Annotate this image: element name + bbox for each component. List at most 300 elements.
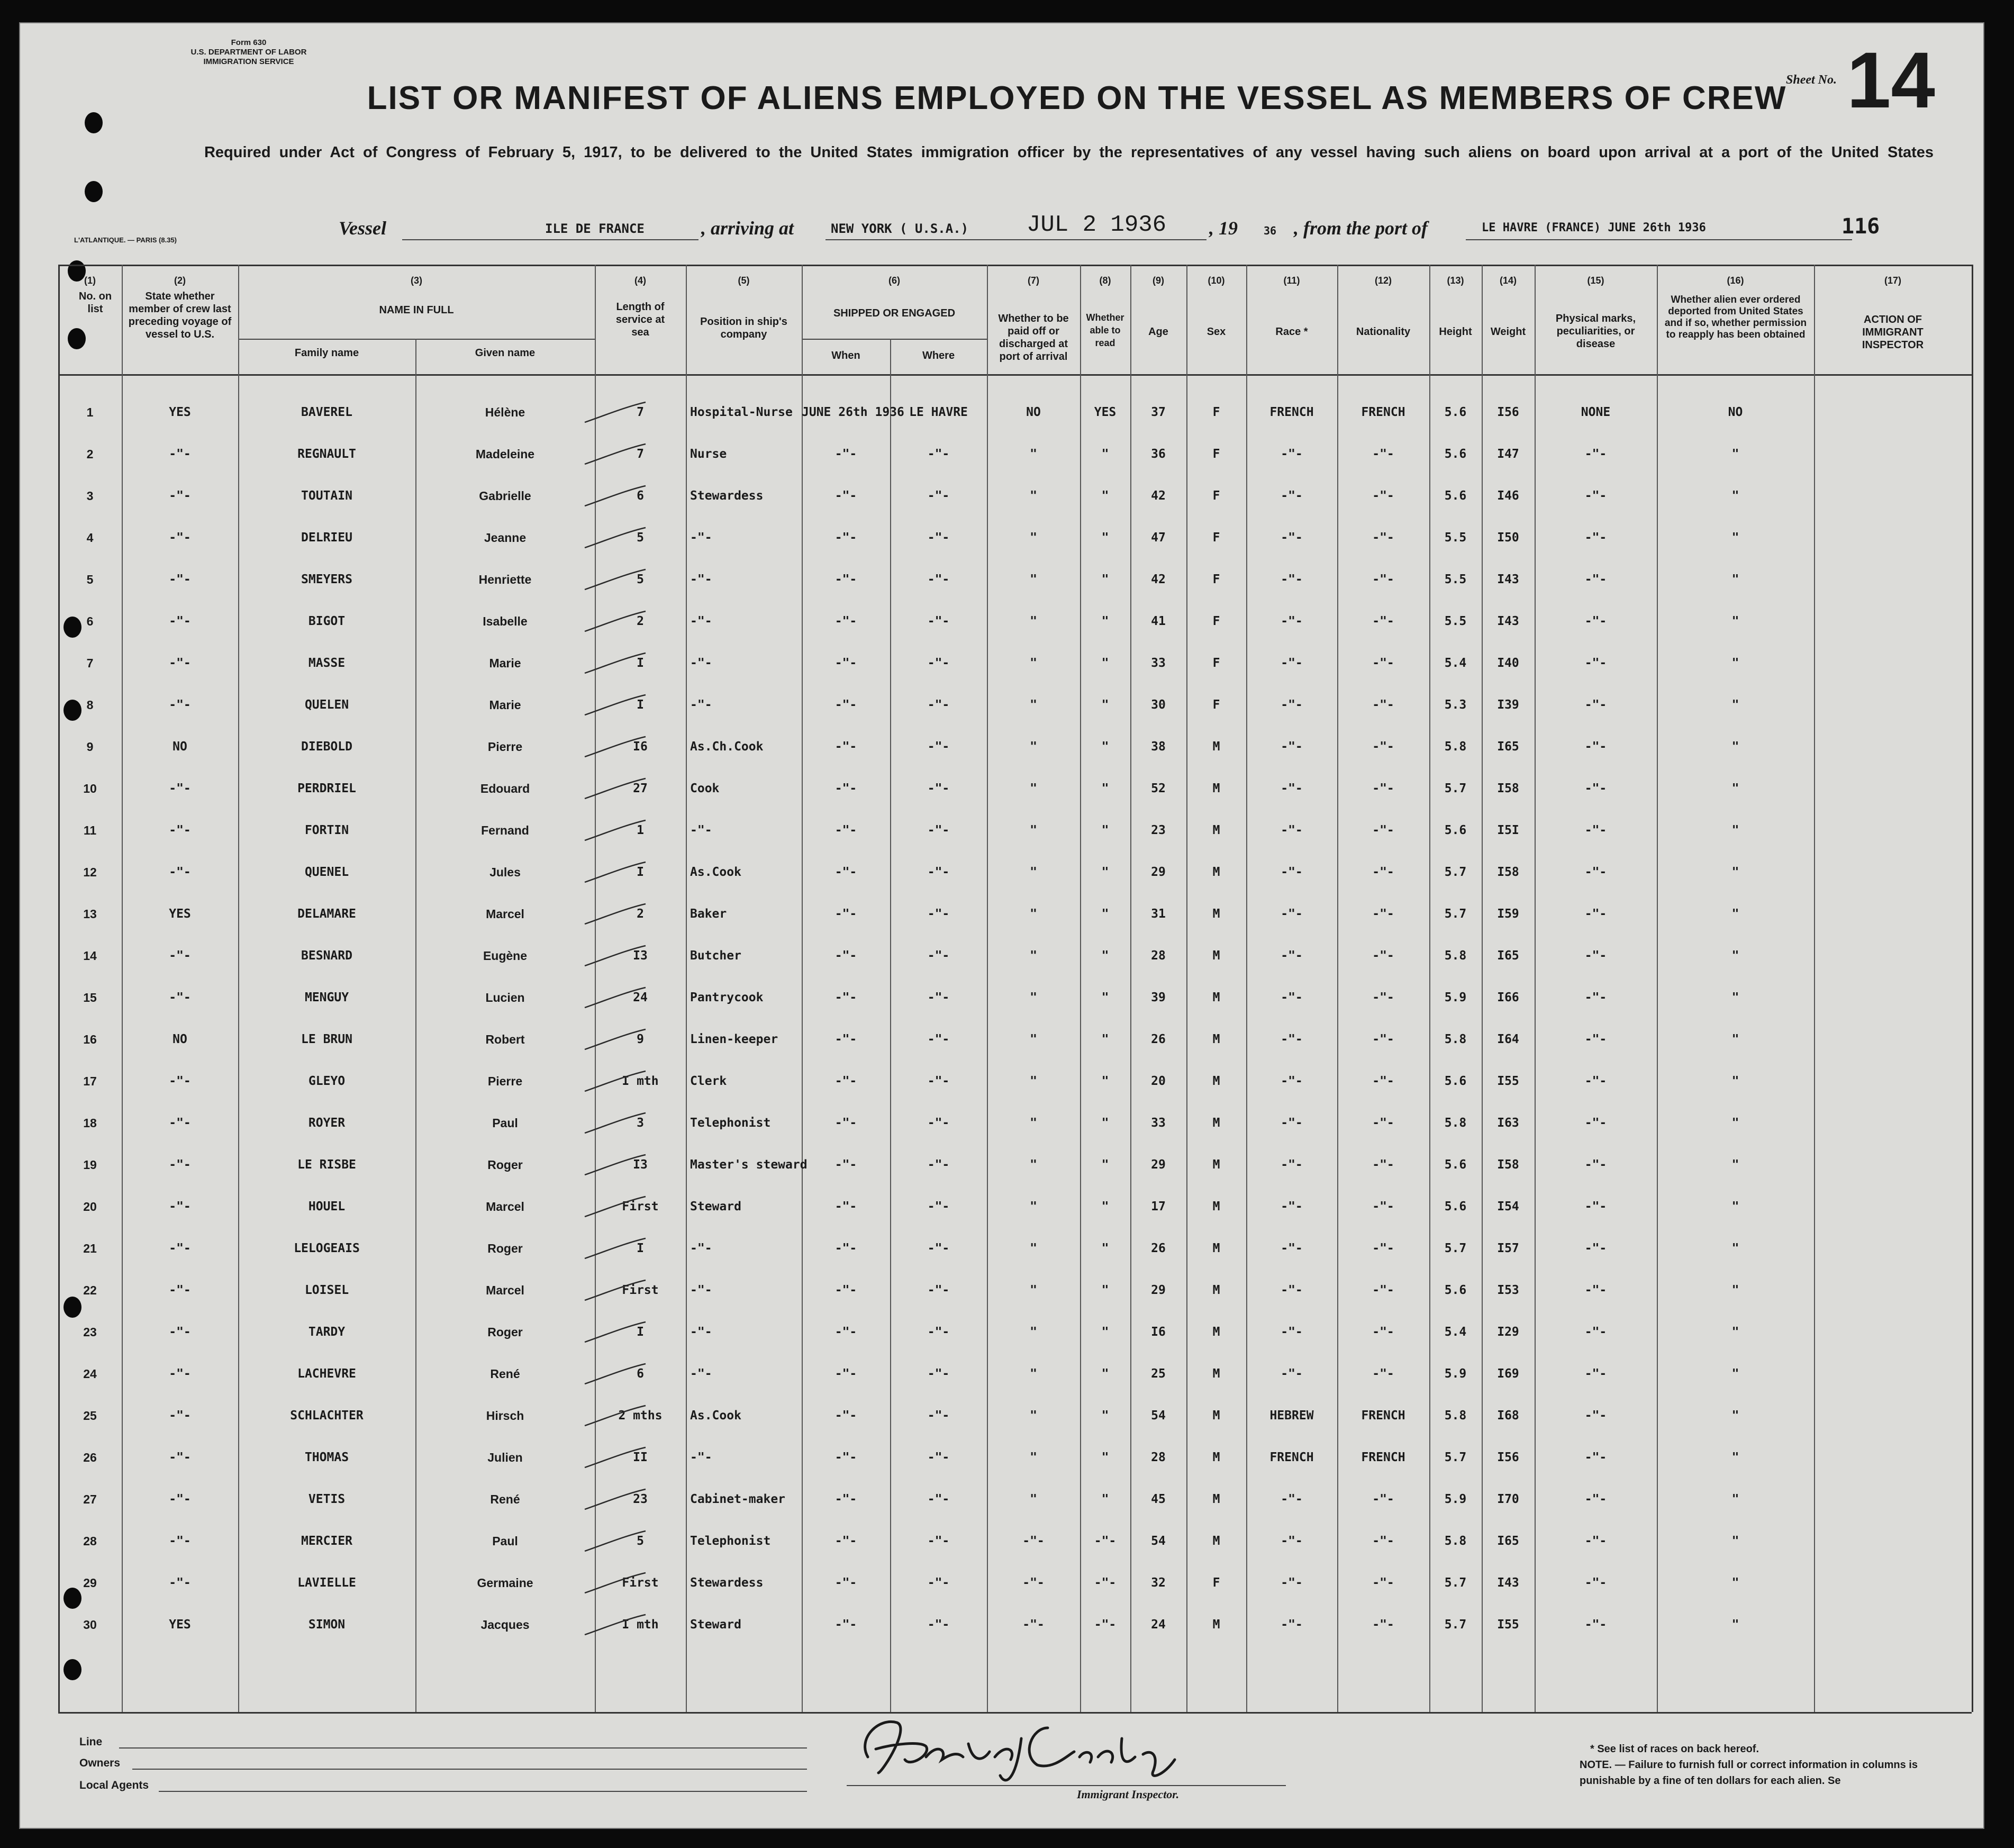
- cell-prev: YES: [169, 907, 191, 921]
- cell-prev: -"-: [169, 698, 191, 712]
- cell-height: 5.5: [1444, 531, 1467, 545]
- cell-marks: -"-: [1584, 531, 1607, 545]
- cell-marks: -"-: [1584, 949, 1607, 963]
- cell-sex: F: [1212, 573, 1220, 586]
- cell-height: 5.5: [1444, 573, 1467, 586]
- cell-position: Telephonist: [690, 1534, 771, 1548]
- cell-when: -"-: [834, 573, 857, 586]
- cell-marks: -"-: [1584, 1242, 1607, 1255]
- col14-header: Weight: [1490, 326, 1526, 338]
- cell-height: 5.8: [1444, 1116, 1467, 1130]
- cell-race: -"-: [1281, 782, 1303, 795]
- punch-hole: [63, 1659, 81, 1680]
- cell-read: ": [1101, 1242, 1109, 1255]
- cell-marks: -"-: [1584, 1032, 1607, 1046]
- cell-family: FORTIN: [304, 823, 349, 837]
- cell-service: 3: [637, 1116, 644, 1130]
- cell-no: 13: [83, 907, 97, 921]
- cell-no: 9: [86, 740, 94, 754]
- cell-paid: ": [1030, 1242, 1037, 1255]
- cell-deported: ": [1731, 1325, 1739, 1339]
- cell-deported: ": [1731, 573, 1739, 586]
- cell-prev: -"-: [169, 489, 191, 503]
- cell-prev: -"-: [169, 1576, 191, 1590]
- cell-position: As.Cook: [690, 865, 741, 879]
- col9-num: (9): [1153, 275, 1164, 286]
- cell-height: 5.6: [1444, 489, 1467, 503]
- cell-no: 14: [83, 949, 97, 963]
- cell-weight: I55: [1497, 1074, 1519, 1088]
- cell-given: Gabrielle: [479, 489, 531, 503]
- cell-weight: I46: [1497, 489, 1519, 503]
- cell-family: LAVIELLE: [297, 1576, 356, 1590]
- cell-position: -"-: [690, 1283, 712, 1297]
- cell-deported: ": [1731, 531, 1739, 545]
- cell-race: -"-: [1281, 1618, 1303, 1632]
- cell-paid: ": [1030, 531, 1037, 545]
- cell-position: Cook: [690, 782, 720, 795]
- cell-marks: -"-: [1584, 740, 1607, 754]
- cell-position: Clerk: [690, 1074, 727, 1088]
- cell-given: Henriette: [478, 573, 532, 586]
- cell-given: Marie: [489, 698, 521, 712]
- tally-slash-mark: [579, 608, 648, 635]
- col5-header: Position in ship's company: [700, 316, 787, 340]
- cell-deported: NO: [1728, 405, 1743, 419]
- document-subtitle: Required under Act of Congress of February 5, 1917, to be delivered to the United States immigration officer by the representatives of any vessel having such aliens on board upon arrival at a port of the United States: [204, 144, 1934, 161]
- cell-service: First: [622, 1200, 659, 1213]
- cell-nationality: -"-: [1372, 782, 1394, 795]
- cell-given: Madeleine: [475, 447, 535, 461]
- cell-prev: -"-: [169, 1200, 191, 1213]
- cell-no: 29: [83, 1576, 97, 1590]
- cell-position: Pantrycook: [690, 991, 764, 1004]
- signature-caption: Immigrant Inspector.: [1077, 1788, 1180, 1801]
- cell-age: 45: [1151, 1492, 1166, 1506]
- cell-when: -"-: [834, 740, 857, 754]
- cell-weight: I40: [1497, 656, 1519, 670]
- cell-when: -"-: [834, 1032, 857, 1046]
- col6-header: SHIPPED OR ENGAGED: [833, 307, 956, 319]
- cell-paid: -"-: [1022, 1618, 1045, 1632]
- cell-nationality: -"-: [1372, 1074, 1394, 1088]
- cell-nationality: -"-: [1372, 740, 1394, 754]
- cell-age: 39: [1151, 991, 1166, 1004]
- cell-paid: ": [1030, 1492, 1037, 1506]
- cell-nationality: -"-: [1372, 1032, 1394, 1046]
- cell-nationality: FRENCH: [1361, 1451, 1405, 1464]
- cell-service: 6: [637, 489, 644, 503]
- cell-read: -"-: [1094, 1618, 1117, 1632]
- cell-no: 5: [86, 573, 94, 586]
- cell-where: -"-: [927, 1032, 950, 1046]
- cell-sex: F: [1212, 447, 1220, 461]
- cell-position: -"-: [690, 531, 712, 545]
- cell-nationality: -"-: [1372, 447, 1394, 461]
- cell-sex: F: [1212, 405, 1220, 419]
- cell-position: -"-: [690, 1367, 712, 1381]
- cell-sex: M: [1212, 1451, 1220, 1464]
- cell-nationality: FRENCH: [1361, 405, 1405, 419]
- cell-when: -"-: [834, 1242, 857, 1255]
- cell-marks: -"-: [1584, 991, 1607, 1004]
- cell-prev: -"-: [169, 1451, 191, 1464]
- cell-height: 5.6: [1444, 447, 1467, 461]
- cell-deported: ": [1731, 1032, 1739, 1046]
- cell-age: 42: [1151, 489, 1166, 503]
- cell-marks: -"-: [1584, 907, 1607, 921]
- cell-age: 37: [1151, 405, 1166, 419]
- cell-no: 22: [83, 1283, 97, 1297]
- cell-age: 25: [1151, 1367, 1166, 1381]
- cell-paid: NO: [1026, 405, 1041, 419]
- cell-height: 5.9: [1444, 1367, 1467, 1381]
- cell-where: -"-: [927, 1116, 950, 1130]
- cell-given: Julien: [487, 1451, 523, 1464]
- cell-marks: -"-: [1584, 698, 1607, 712]
- tally-slash-mark: [579, 483, 648, 509]
- cell-read: ": [1101, 1409, 1109, 1423]
- cell-paid: ": [1030, 1200, 1037, 1213]
- cell-height: 5.7: [1444, 1576, 1467, 1590]
- cell-given: Hélène: [485, 405, 525, 419]
- cell-marks: -"-: [1584, 1618, 1607, 1632]
- cell-where: -"-: [927, 1242, 950, 1255]
- cell-sex: F: [1212, 656, 1220, 670]
- cell-position: -"-: [690, 1451, 712, 1464]
- cell-nationality: -"-: [1372, 1618, 1394, 1632]
- cell-weight: I43: [1497, 614, 1519, 628]
- cell-position: -"-: [690, 614, 712, 628]
- cell-nationality: -"-: [1372, 614, 1394, 628]
- col16-num: (16): [1727, 275, 1744, 286]
- cell-weight: I63: [1497, 1116, 1519, 1130]
- cell-position: -"-: [690, 656, 712, 670]
- cell-position: Hospital-Nurse: [690, 405, 793, 419]
- cell-weight: I39: [1497, 698, 1519, 712]
- cell-when: -"-: [834, 865, 857, 879]
- cell-family: LELOGEAIS: [294, 1242, 360, 1255]
- cell-when: JUNE 26th 1936: [802, 405, 904, 419]
- cell-marks: -"-: [1584, 1451, 1607, 1464]
- cell-position: -"-: [690, 1325, 712, 1339]
- cell-read: ": [1101, 1200, 1109, 1213]
- cell-when: -"-: [834, 823, 857, 837]
- cell-weight: I65: [1497, 1534, 1519, 1548]
- cell-paid: ": [1030, 740, 1037, 754]
- cell-deported: ": [1731, 614, 1739, 628]
- cell-sex: M: [1212, 907, 1220, 921]
- cell-position: Baker: [690, 907, 727, 921]
- punch-hole: [85, 112, 103, 133]
- cell-prev: YES: [169, 405, 191, 419]
- cell-when: -"-: [834, 447, 857, 461]
- cell-read: ": [1101, 447, 1109, 461]
- cell-deported: ": [1731, 656, 1739, 670]
- cell-height: 5.6: [1444, 823, 1467, 837]
- cell-sex: M: [1212, 1242, 1220, 1255]
- cell-sex: M: [1212, 865, 1220, 879]
- cell-family: TARDY: [308, 1325, 346, 1339]
- cell-when: -"-: [834, 1158, 857, 1172]
- cell-where: -"-: [927, 1618, 950, 1632]
- col7-header: Whether to be paid off or discharged at port of arrival: [998, 313, 1069, 363]
- cell-race: -"-: [1281, 447, 1303, 461]
- cell-marks: -"-: [1584, 614, 1607, 628]
- cell-deported: ": [1731, 865, 1739, 879]
- cell-height: 5.8: [1444, 1534, 1467, 1548]
- cell-position: Cabinet-maker: [690, 1492, 786, 1506]
- cell-marks: -"-: [1584, 1325, 1607, 1339]
- inspector-signature: [847, 1707, 1217, 1786]
- cell-nationality: -"-: [1372, 1367, 1394, 1381]
- cell-prev: -"-: [169, 656, 191, 670]
- cell-deported: ": [1731, 447, 1739, 461]
- cell-paid: ": [1030, 656, 1037, 670]
- cell-family: DIEBOLD: [301, 740, 352, 754]
- cell-race: -"-: [1281, 1325, 1303, 1339]
- cell-given: Jacques: [480, 1618, 530, 1632]
- cell-service: 5: [637, 573, 644, 586]
- cell-sex: M: [1212, 1158, 1220, 1172]
- cell-height: 5.7: [1444, 865, 1467, 879]
- cell-paid: ": [1030, 1074, 1037, 1088]
- cell-sex: M: [1212, 1534, 1220, 1548]
- col3-family-header: Family name: [294, 347, 359, 359]
- cell-no: 6: [86, 614, 94, 628]
- cell-given: Marcel: [486, 907, 524, 921]
- form-number: Form 630: [231, 38, 267, 47]
- cell-sex: M: [1212, 740, 1220, 754]
- cell-race: HEBREW: [1269, 1409, 1314, 1423]
- cell-race: -"-: [1281, 991, 1303, 1004]
- cell-nationality: -"-: [1372, 1325, 1394, 1339]
- cell-sex: M: [1212, 823, 1220, 837]
- cell-age: 52: [1151, 782, 1166, 795]
- cell-height: 5.7: [1444, 782, 1467, 795]
- cell-nationality: -"-: [1372, 531, 1394, 545]
- cell-service: 27: [633, 782, 648, 795]
- col2-header: State whether member of crew last preceding voyage of vessel to U.S.: [128, 291, 232, 340]
- cell-weight: I55: [1497, 1618, 1519, 1632]
- tally-slash-mark: [579, 901, 648, 927]
- cell-given: Pierre: [487, 740, 523, 754]
- col7-num: (7): [1028, 275, 1039, 286]
- cell-no: 2: [86, 447, 94, 461]
- cell-family: BIGOT: [308, 614, 346, 628]
- cell-weight: I58: [1497, 782, 1519, 795]
- cell-read: ": [1101, 614, 1109, 628]
- cell-where: -"-: [927, 782, 950, 795]
- cell-family: SIMON: [308, 1618, 346, 1632]
- cell-paid: ": [1030, 949, 1037, 963]
- cell-where: -"-: [927, 656, 950, 670]
- local-agents-label: Local Agents: [79, 1779, 149, 1791]
- cell-family: SCHLACHTER: [290, 1409, 364, 1423]
- cell-prev: -"-: [169, 1158, 191, 1172]
- tally-slash-mark: [579, 1235, 648, 1262]
- cell-no: 15: [83, 991, 97, 1004]
- cell-when: -"-: [834, 1409, 857, 1423]
- cell-weight: I53: [1497, 1283, 1519, 1297]
- cell-nationality: -"-: [1372, 1242, 1394, 1255]
- document-title: LIST OR MANIFEST OF ALIENS EMPLOYED ON THE VESSEL AS MEMBERS OF CREW: [367, 80, 1787, 116]
- col12-num: (12): [1374, 275, 1392, 286]
- cell-race: -"-: [1281, 1534, 1303, 1548]
- cell-read: ": [1101, 1367, 1109, 1381]
- cell-prev: -"-: [169, 1534, 191, 1548]
- cell-service: I3: [633, 949, 648, 963]
- cell-age: 47: [1151, 531, 1166, 545]
- cell-service: 2: [637, 614, 644, 628]
- cell-weight: I50: [1497, 531, 1519, 545]
- cell-no: 30: [83, 1618, 97, 1632]
- cell-service: I mth: [622, 1618, 659, 1632]
- col4-num: (4): [634, 275, 646, 286]
- cell-given: Edouard: [480, 782, 530, 795]
- cell-marks: -"-: [1584, 1534, 1607, 1548]
- cell-position: Butcher: [690, 949, 741, 963]
- cell-no: 19: [83, 1158, 97, 1172]
- cell-marks: -"-: [1584, 1074, 1607, 1088]
- cell-family: QUENEL: [304, 865, 349, 879]
- cell-weight: I56: [1497, 1451, 1519, 1464]
- cell-age: 41: [1151, 614, 1166, 628]
- cell-height: 5.4: [1444, 1325, 1467, 1339]
- cell-service: I: [637, 698, 644, 712]
- cell-paid: ": [1030, 1158, 1037, 1172]
- cell-marks: -"-: [1584, 1158, 1607, 1172]
- cell-paid: -"-: [1022, 1534, 1045, 1548]
- cell-where: -"-: [927, 1409, 950, 1423]
- cell-race: -"-: [1281, 823, 1303, 837]
- cell-where: -"-: [927, 1200, 950, 1213]
- col3-header: NAME IN FULL: [379, 304, 454, 316]
- cell-service: 2 mths: [618, 1409, 663, 1423]
- cell-read: ": [1101, 1074, 1109, 1088]
- cell-service: I: [637, 1242, 644, 1255]
- cell-where: -"-: [927, 1325, 950, 1339]
- tally-slash-mark: [579, 1193, 648, 1220]
- cell-given: Jules: [489, 865, 521, 879]
- cell-read: ": [1101, 531, 1109, 545]
- cell-prev: -"-: [169, 991, 191, 1004]
- cell-where: -"-: [927, 1451, 950, 1464]
- cell-family: LE RISBE: [297, 1158, 356, 1172]
- cell-no: 10: [83, 782, 97, 795]
- cell-when: -"-: [834, 1492, 857, 1506]
- col17-header: ACTION OF IMMIGRANT INSPECTOR: [1862, 314, 1924, 351]
- note-text: — Failure to furnish full or correct information in columns is punishable by a fine of ten dollars for each alien. Se: [1580, 1759, 1918, 1787]
- cell-nationality: -"-: [1372, 1158, 1394, 1172]
- cell-where: -"-: [927, 698, 950, 712]
- cell-nationality: -"-: [1372, 949, 1394, 963]
- tally-slash-mark: [579, 984, 648, 1011]
- col16-header: Whether alien ever ordered deported from United States and if so, whether permission to reapply has been obtained: [1664, 294, 1807, 340]
- cell-service: 7: [637, 405, 644, 419]
- cell-read: ": [1101, 1492, 1109, 1506]
- cell-paid: ": [1030, 573, 1037, 586]
- cell-given: Jeanne: [484, 531, 527, 545]
- cell-read: ": [1101, 656, 1109, 670]
- cell-position: As.Cook: [690, 1409, 741, 1423]
- cell-age: 26: [1151, 1242, 1166, 1255]
- cell-paid: ": [1030, 782, 1037, 795]
- cell-when: -"-: [834, 949, 857, 963]
- from-port-label: , from the port of: [1294, 218, 1428, 239]
- cell-prev: -"-: [169, 1409, 191, 1423]
- cell-when: -"-: [834, 1451, 857, 1464]
- cell-where: -"-: [927, 1367, 950, 1381]
- col3-num: (3): [411, 275, 422, 286]
- cell-read: -"-: [1094, 1576, 1117, 1590]
- cell-prev: -"-: [169, 865, 191, 879]
- cell-height: 5.7: [1444, 1618, 1467, 1632]
- cell-paid: -"-: [1022, 1576, 1045, 1590]
- cell-where: -"-: [927, 614, 950, 628]
- tally-slash-mark: [579, 1528, 648, 1554]
- vessel-label: Vessel: [339, 218, 386, 239]
- cell-sex: F: [1212, 698, 1220, 712]
- cell-no: 16: [83, 1032, 97, 1046]
- cell-family: TOUTAIN: [301, 489, 352, 503]
- punch-hole: [68, 328, 86, 349]
- col11-header: Race *: [1275, 326, 1308, 338]
- cell-deported: ": [1731, 698, 1739, 712]
- cell-height: 5.8: [1444, 740, 1467, 754]
- cell-paid: ": [1030, 1325, 1037, 1339]
- cell-given: Roger: [487, 1325, 523, 1339]
- cell-race: -"-: [1281, 1492, 1303, 1506]
- year-suffix: 36: [1264, 224, 1277, 237]
- arriving-port: NEW YORK ( U.S.A.): [831, 221, 969, 236]
- cell-weight: I66: [1497, 991, 1519, 1004]
- cell-age: 20: [1151, 1074, 1166, 1088]
- cell-sex: M: [1212, 782, 1220, 795]
- cell-prev: -"-: [169, 531, 191, 545]
- cell-position: Stewardess: [690, 1576, 764, 1590]
- cell-family: GLEYO: [308, 1074, 346, 1088]
- cell-paid: ": [1030, 447, 1037, 461]
- sheet-number: 14: [1847, 35, 1935, 124]
- col6-num: (6): [888, 275, 900, 286]
- tally-slash-mark: [579, 650, 648, 676]
- cell-race: -"-: [1281, 1200, 1303, 1213]
- cell-race: -"-: [1281, 865, 1303, 879]
- cell-when: -"-: [834, 991, 857, 1004]
- cell-given: Hirsch: [486, 1409, 524, 1423]
- cell-given: Germaine: [477, 1576, 533, 1590]
- col10-header: Sex: [1206, 326, 1226, 338]
- col6-where-header: Where: [922, 350, 955, 361]
- cell-sex: M: [1212, 1116, 1220, 1130]
- year-label: , 19: [1209, 218, 1238, 239]
- cell-sex: M: [1212, 1074, 1220, 1088]
- cell-nationality: -"-: [1372, 907, 1394, 921]
- cell-position: Linen-keeper: [690, 1032, 778, 1046]
- cell-given: Marcel: [486, 1200, 524, 1213]
- cell-given: Pierre: [487, 1074, 523, 1088]
- cell-prev: -"-: [169, 1367, 191, 1381]
- tally-slash-mark: [579, 692, 648, 718]
- cell-family: LOISEL: [304, 1283, 349, 1297]
- cell-sex: F: [1212, 1576, 1220, 1590]
- cell-age: 54: [1151, 1409, 1166, 1423]
- punch-hole: [85, 181, 103, 202]
- tally-slash-mark: [579, 1611, 648, 1638]
- cell-given: Marie: [489, 656, 521, 670]
- col17-num: (17): [1884, 275, 1901, 286]
